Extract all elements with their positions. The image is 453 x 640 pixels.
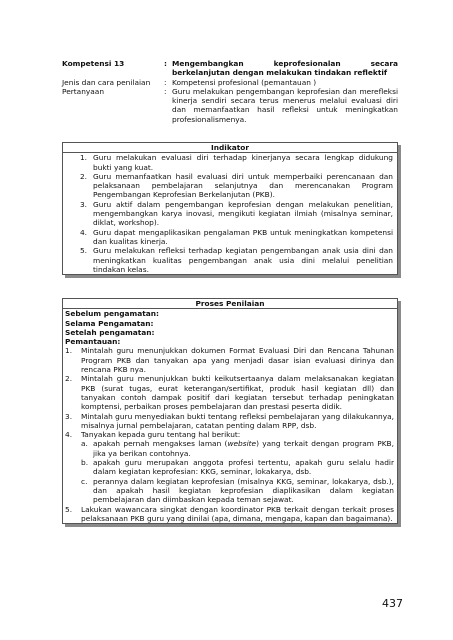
header-row-assessment-type: Jenis dan cara penilaian : Kompetensi profesional (pemantauan ) xyxy=(62,78,398,87)
list-item: 4. Tanyakan kepada guru tentang hal berikut: a. apakah pernah mengakses laman (website) yang terkait dengan program PKB, jika ya berikan contohnya. b. apakah guru merupakan anggota profesi tertentu, apakah guru selalu hadir dalam kegiatan keprofesian: KKG, seminar, lokakarya, dsb. c. perannya dalam kegiatan keprofesian (misalnya KKG, seminar, lokakarya, dsb.), dan apakah hasil kegiatan keprofesian diaplikasikan dalam kegiatan pembelajaran dan diimbaskan kepada teman sejawat. xyxy=(65,430,394,505)
process-title: Proses Penilaian xyxy=(63,299,397,309)
label-before-observation: Sebelum pengamatan: xyxy=(65,309,159,319)
list-item: 2. Guru memanfaatkan hasil evaluasi diri untuk memperbaiki perencanaan dan pelaksanaan pembelajaran selanjutnya dan merencanakan Program Pengembangan Keprofesian Berkelanjutan (PKB). xyxy=(79,171,393,200)
process-list xyxy=(65,346,394,523)
header-row-competency: Kompetensi 13 : Mengembangkan keprofesionalan secara berkelanjutan dengan melakukan tindakan reflektif xyxy=(62,59,398,78)
sub-list xyxy=(81,439,394,504)
process-content xyxy=(63,309,397,523)
header-value: Mengembangkan keprofesionalan secara berkelanjutan dengan melakukan tindakan reflektif xyxy=(172,59,398,78)
label-after-observation: Setelah pengamatan: xyxy=(65,327,155,337)
label-monitoring: Pemantauan: xyxy=(65,337,121,347)
competency-header xyxy=(62,59,398,124)
sub-list-item: c. perannya dalam kegiatan keprofesian (misalnya KKG, seminar, lokakarya, dsb.), dan apakah hasil kegiatan keprofesian diaplikasikan dalam kegiatan pembelajaran dan diimbaskan kepada teman sejawat. xyxy=(81,476,394,505)
header-label: Pertanyaan xyxy=(62,86,105,96)
assessment-process-box xyxy=(62,298,398,524)
list-item: 1. Mintalah guru menunjukkan dokumen Format Evaluasi Diri dan Rencana Tahunan Program PKB dan tanyakan apa yang menjadi dasar isian evaluasi dirinya dan rencana PKB nya. xyxy=(65,346,394,375)
sub-list-item: b. apakah guru merupakan anggota profesi tertentu, apakah guru selalu hadir dalam kegiatan keprofesian: KKG, seminar, lokakarya, dsb. xyxy=(81,458,394,477)
sub-list-item: a. apakah pernah mengakses laman (website) yang terkait dengan program PKB, jika ya berikan contohnya. xyxy=(81,439,394,458)
header-row-question: Pertanyaan : Guru melakukan pengembangan keprofesian dan merefleksi kinerja sendiri secara terus menerus melalui evaluasi diri dan memanfaatkan hasil refleksi untuk meningkatkan profesionalismenya. xyxy=(62,86,398,124)
list-item: 3. Mintalah guru menyediakan bukti tentang refleksi pembelajaran yang dilakukannya, misalnya jurnal pembelajaran, catatan penting dalam RPP, dsb. xyxy=(65,411,394,430)
list-item: 5. Guru melakukan refleksi terhadap kegiatan pengembangan anak usia dini dan meningkatkan kualitas pengembangan anak usia dini melalui penelitian tindakan kelas. xyxy=(79,246,393,274)
header-value: Guru melakukan pengembangan keprofesian dan merefleksi kinerja sendiri secara terus menerus melalui evaluasi diri dan memanfaatkan hasil refleksi untuk meningkatkan profesionalismenya. xyxy=(172,86,398,124)
header-label: Jenis dan cara penilaian xyxy=(62,77,151,87)
header-value: Kompetensi profesional (pemantauan ) xyxy=(172,77,317,87)
list-item: 5. Lakukan wawancara singkat dengan koordinator PKB terkait dengan terkait proses pelaksanaan PKB guru yang dinilai (apa, dimana, mengapa, kapan dan bagaimana). xyxy=(65,504,394,523)
list-item: 2. Mintalah guru menunjukkan bukti keikutsertaanya dalam melaksanakan kegiatan PKB (surat tugas, eurat keterangan/sertifikat, produk hasil kegiatan dll) dan tanyakan contoh dampak positif dari kegiatan tersebut terhadap peningkatan komptensi, perbaikan proses pembelajaran dan prestasi peserta didik. xyxy=(65,374,394,412)
label-during-observation: Selama Pengamatan: xyxy=(65,318,154,328)
indicator-title: Indikator xyxy=(63,143,397,153)
indicator-list xyxy=(63,153,397,274)
list-item: 3. Guru aktif dalam pengembangan keprofesian dengan melakukan penelitian, mengembangkan karya inovasi, mengikuti kegiatan ilmiah (misalnya seminar, diklat, workshop). xyxy=(79,199,393,228)
indicator-box xyxy=(62,142,398,275)
list-item: 4. Guru dapat mengaplikasikan pengalaman PKB untuk meningkatkan kompetensi dan kualitas kinerja. xyxy=(79,227,393,246)
list-item: 1. Guru melakukan evaluasi diri terhadap kinerjanya secara lengkap didukung bukti yang kuat. xyxy=(79,153,393,172)
header-label: Kompetensi 13 xyxy=(62,59,125,68)
page-number: 437 xyxy=(382,597,403,610)
